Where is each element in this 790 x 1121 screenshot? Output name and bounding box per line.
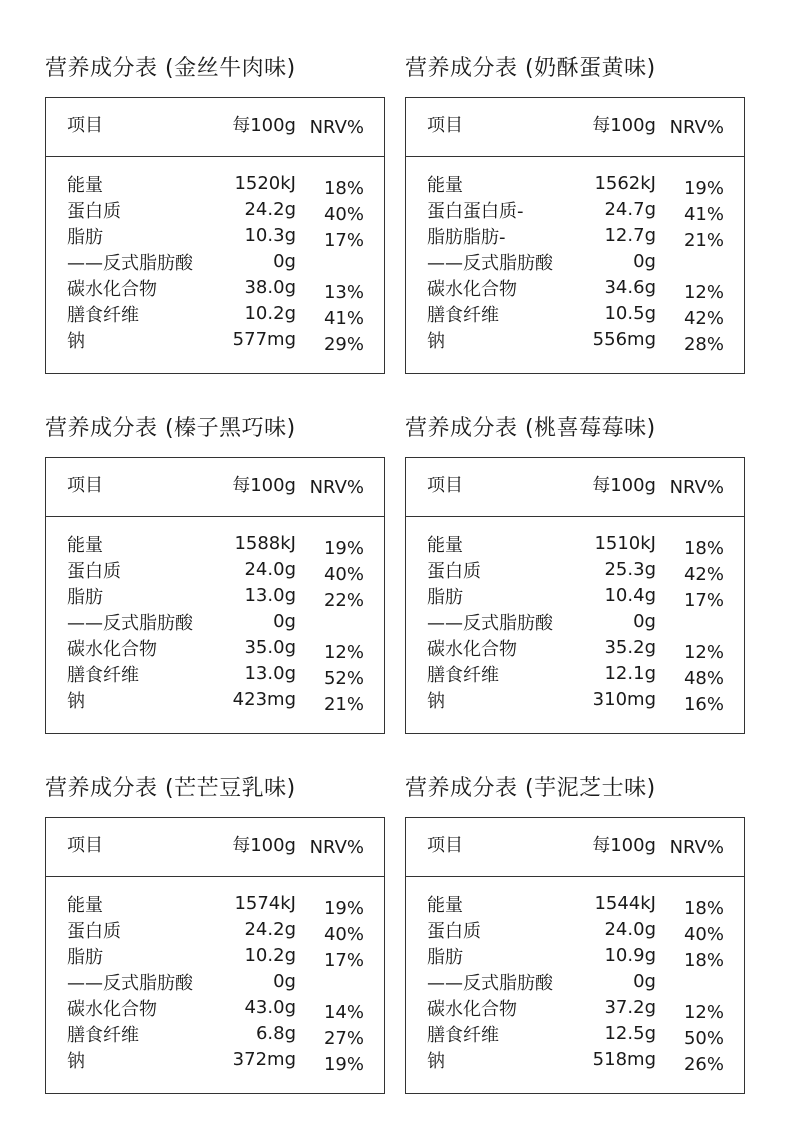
nutrition-table: [405, 97, 745, 374]
table-row: [406, 665, 744, 691]
nutrient-value: 6.8g: [255, 1023, 296, 1044]
nutrient-value: 518mg: [592, 1049, 656, 1070]
table-row: [46, 895, 384, 921]
nutrient-value: 24.7g: [604, 199, 656, 220]
nutrient-value: 423mg: [232, 689, 296, 710]
nutrient-value: 24.2g: [244, 199, 296, 220]
nutrient-value: 1510kJ: [594, 533, 656, 554]
nutrient-nrv: 19%: [323, 898, 364, 919]
nutrient-nrv: 27%: [323, 1028, 364, 1049]
nutrient-name: 膳食纤维: [427, 1025, 499, 1046]
table-row: [46, 613, 384, 639]
nutrient-name: 钠: [427, 1051, 445, 1072]
table-row: [406, 639, 744, 665]
table-row: [46, 201, 384, 227]
table-header: [46, 98, 384, 157]
nutrient-value: 13.0g: [244, 585, 296, 606]
nutrient-value: 0g: [633, 251, 656, 272]
nutrient-name: 碳水化合物: [67, 639, 157, 660]
nutrient-name: 蛋白蛋白质-: [427, 201, 524, 222]
nutrition-table: [45, 817, 385, 1094]
nutrient-value: 12.1g: [604, 663, 656, 684]
nutrient-name: 蛋白质: [67, 921, 121, 942]
nutrient-name: 钠: [427, 691, 445, 712]
nutrient-value: 10.9g: [604, 945, 656, 966]
nutrient-nrv: 26%: [683, 1054, 724, 1075]
nutrient-value: 0g: [633, 971, 656, 992]
nutrient-nrv: 22%: [323, 590, 364, 611]
header-per100g: 每100g: [592, 115, 656, 136]
nutrient-name: 能量: [427, 535, 463, 556]
header-item: 项目: [67, 835, 103, 856]
table-row: [46, 331, 384, 357]
nutrition-table: [45, 457, 385, 734]
nutrient-nrv: 42%: [683, 564, 724, 585]
nutrient-name: 钠: [67, 1051, 85, 1072]
nutrient-name: ——反式脂肪酸: [427, 253, 553, 274]
table-row: [406, 1051, 744, 1077]
header-nrv: NRV%: [309, 477, 364, 498]
nutrient-value: 577mg: [232, 329, 296, 350]
nutrient-name: 碳水化合物: [67, 279, 157, 300]
table-row: [406, 561, 744, 587]
nutrient-value: 1544kJ: [594, 893, 656, 914]
header-item: 项目: [427, 115, 463, 136]
nutrition-table: [45, 97, 385, 374]
nutrient-name: 脂肪: [67, 947, 103, 968]
nutrient-nrv: 41%: [683, 204, 724, 225]
nutrient-name: 能量: [67, 175, 103, 196]
nutrient-name: 碳水化合物: [427, 999, 517, 1020]
nutrient-name: 蛋白质: [67, 561, 121, 582]
table-row: [46, 639, 384, 665]
table-row: [406, 691, 744, 717]
nutrient-value: 38.0g: [244, 277, 296, 298]
panel-title: 营养成分表 (金丝牛肉味): [45, 56, 296, 81]
table-header: [406, 818, 744, 877]
nutrient-name: 碳水化合物: [427, 639, 517, 660]
nutrient-name: 膳食纤维: [67, 665, 139, 686]
header-nrv: NRV%: [309, 837, 364, 858]
nutrient-name: 能量: [67, 895, 103, 916]
table-row: [46, 227, 384, 253]
nutrient-nrv: 18%: [323, 178, 364, 199]
table-row: [406, 895, 744, 921]
nutrient-value: 43.0g: [244, 997, 296, 1018]
header-item: 项目: [67, 115, 103, 136]
nutrient-value: 0g: [633, 611, 656, 632]
nutrient-nrv: 12%: [683, 282, 724, 303]
panel-title: 营养成分表 (芒芒豆乳味): [45, 776, 296, 801]
nutrient-nrv: 40%: [323, 564, 364, 585]
table-row: [46, 305, 384, 331]
table-row: [406, 999, 744, 1025]
nutrient-value: 0g: [273, 251, 296, 272]
table-row: [406, 587, 744, 613]
table-row: [406, 973, 744, 999]
table-row: [46, 253, 384, 279]
header-item: 项目: [427, 835, 463, 856]
nutrient-nrv: 52%: [323, 668, 364, 689]
nutrient-value: 12.5g: [604, 1023, 656, 1044]
nutrient-nrv: 18%: [683, 950, 724, 971]
nutrient-nrv: 12%: [323, 642, 364, 663]
nutrient-nrv: 21%: [323, 694, 364, 715]
nutrient-nrv: 50%: [683, 1028, 724, 1049]
table-row: [46, 691, 384, 717]
nutrient-name: 脂肪: [427, 947, 463, 968]
nutrient-nrv: 19%: [323, 538, 364, 559]
nutrient-name: 能量: [427, 895, 463, 916]
table-row: [46, 175, 384, 201]
nutrient-value: 0g: [273, 971, 296, 992]
nutrient-value: 35.2g: [604, 637, 656, 658]
header-per100g: 每100g: [592, 835, 656, 856]
table-row: [46, 921, 384, 947]
nutrient-nrv: 40%: [683, 924, 724, 945]
nutrient-nrv: 41%: [323, 308, 364, 329]
nutrient-nrv: 18%: [683, 538, 724, 559]
table-row: [46, 947, 384, 973]
table-row: [406, 175, 744, 201]
table-row: [406, 947, 744, 973]
nutrient-value: 13.0g: [244, 663, 296, 684]
nutrient-name: ——反式脂肪酸: [67, 973, 193, 994]
nutrient-name: 能量: [67, 535, 103, 556]
nutrient-name: 膳食纤维: [67, 1025, 139, 1046]
header-item: 项目: [67, 475, 103, 496]
nutrient-name: 碳水化合物: [427, 279, 517, 300]
table-row: [406, 227, 744, 253]
nutrient-value: 372mg: [232, 1049, 296, 1070]
header-nrv: NRV%: [669, 837, 724, 858]
header-per100g: 每100g: [232, 475, 296, 496]
header-nrv: NRV%: [669, 477, 724, 498]
table-header: [46, 818, 384, 877]
nutrient-value: 37.2g: [604, 997, 656, 1018]
nutrient-name: 碳水化合物: [67, 999, 157, 1020]
nutrient-value: 0g: [273, 611, 296, 632]
nutrient-nrv: 21%: [683, 230, 724, 251]
nutrient-value: 1588kJ: [234, 533, 296, 554]
table-header: [46, 458, 384, 517]
nutrient-name: 蛋白质: [427, 921, 481, 942]
nutrient-name: 脂肪脂肪-: [427, 227, 506, 248]
header-nrv: NRV%: [669, 117, 724, 138]
nutrient-value: 10.2g: [244, 303, 296, 324]
table-row: [46, 561, 384, 587]
nutrient-nrv: 17%: [683, 590, 724, 611]
nutrient-value: 10.5g: [604, 303, 656, 324]
nutrition-table: [405, 457, 745, 734]
header-item: 项目: [427, 475, 463, 496]
nutrient-name: 蛋白质: [67, 201, 121, 222]
nutrient-value: 12.7g: [604, 225, 656, 246]
nutrient-name: ——反式脂肪酸: [427, 613, 553, 634]
nutrient-name: 脂肪: [427, 587, 463, 608]
nutrient-value: 24.0g: [604, 919, 656, 940]
table-row: [406, 1025, 744, 1051]
nutrient-name: 钠: [67, 331, 85, 352]
nutrient-nrv: 17%: [323, 230, 364, 251]
nutrient-nrv: 28%: [683, 334, 724, 355]
table-row: [46, 587, 384, 613]
nutrient-value: 1562kJ: [594, 173, 656, 194]
nutrient-name: 蛋白质: [427, 561, 481, 582]
nutrient-value: 310mg: [592, 689, 656, 710]
nutrient-nrv: 19%: [683, 178, 724, 199]
header-per100g: 每100g: [232, 835, 296, 856]
nutrient-name: 膳食纤维: [427, 305, 499, 326]
panel-title: 营养成分表 (奶酥蛋黄味): [405, 56, 656, 81]
table-row: [46, 1025, 384, 1051]
table-row: [46, 999, 384, 1025]
nutrient-value: 10.4g: [604, 585, 656, 606]
panel-title: 营养成分表 (桃喜莓莓味): [405, 416, 656, 441]
nutrient-value: 1574kJ: [234, 893, 296, 914]
nutrient-nrv: 17%: [323, 950, 364, 971]
nutrient-name: ——反式脂肪酸: [67, 253, 193, 274]
nutrient-name: 膳食纤维: [427, 665, 499, 686]
table-row: [406, 253, 744, 279]
nutrient-value: 24.0g: [244, 559, 296, 580]
nutrient-name: 脂肪: [67, 587, 103, 608]
table-row: [406, 921, 744, 947]
header-nrv: NRV%: [309, 117, 364, 138]
panel-title: 营养成分表 (芋泥芝士味): [405, 776, 656, 801]
nutrient-nrv: 16%: [683, 694, 724, 715]
nutrient-name: 脂肪: [67, 227, 103, 248]
table-row: [46, 665, 384, 691]
nutrient-value: 35.0g: [244, 637, 296, 658]
table-row: [46, 279, 384, 305]
nutrient-name: ——反式脂肪酸: [67, 613, 193, 634]
table-row: [406, 535, 744, 561]
nutrient-value: 24.2g: [244, 919, 296, 940]
table-row: [406, 305, 744, 331]
table-header: [406, 458, 744, 517]
nutrient-value: 10.3g: [244, 225, 296, 246]
nutrient-nrv: 40%: [323, 204, 364, 225]
nutrient-name: 钠: [67, 691, 85, 712]
table-row: [406, 613, 744, 639]
table-row: [406, 201, 744, 227]
nutrient-nrv: 14%: [323, 1002, 364, 1023]
table-row: [46, 535, 384, 561]
nutrient-nrv: 13%: [323, 282, 364, 303]
nutrient-name: 能量: [427, 175, 463, 196]
table-row: [406, 279, 744, 305]
nutrient-nrv: 12%: [683, 1002, 724, 1023]
nutrient-value: 556mg: [592, 329, 656, 350]
nutrient-name: 膳食纤维: [67, 305, 139, 326]
nutrient-nrv: 18%: [683, 898, 724, 919]
table-header: [406, 98, 744, 157]
table-row: [406, 331, 744, 357]
nutrient-nrv: 19%: [323, 1054, 364, 1075]
nutrient-nrv: 29%: [323, 334, 364, 355]
nutrient-value: 1520kJ: [234, 173, 296, 194]
nutrient-value: 34.6g: [604, 277, 656, 298]
table-row: [46, 973, 384, 999]
nutrient-nrv: 40%: [323, 924, 364, 945]
nutrient-value: 25.3g: [604, 559, 656, 580]
nutrient-name: ——反式脂肪酸: [427, 973, 553, 994]
nutrition-table: [405, 817, 745, 1094]
header-per100g: 每100g: [592, 475, 656, 496]
table-row: [46, 1051, 384, 1077]
panel-title: 营养成分表 (榛子黑巧味): [45, 416, 296, 441]
nutrient-nrv: 48%: [683, 668, 724, 689]
nutrient-name: 钠: [427, 331, 445, 352]
nutrient-value: 10.2g: [244, 945, 296, 966]
nutrient-nrv: 12%: [683, 642, 724, 663]
nutrient-nrv: 42%: [683, 308, 724, 329]
header-per100g: 每100g: [232, 115, 296, 136]
